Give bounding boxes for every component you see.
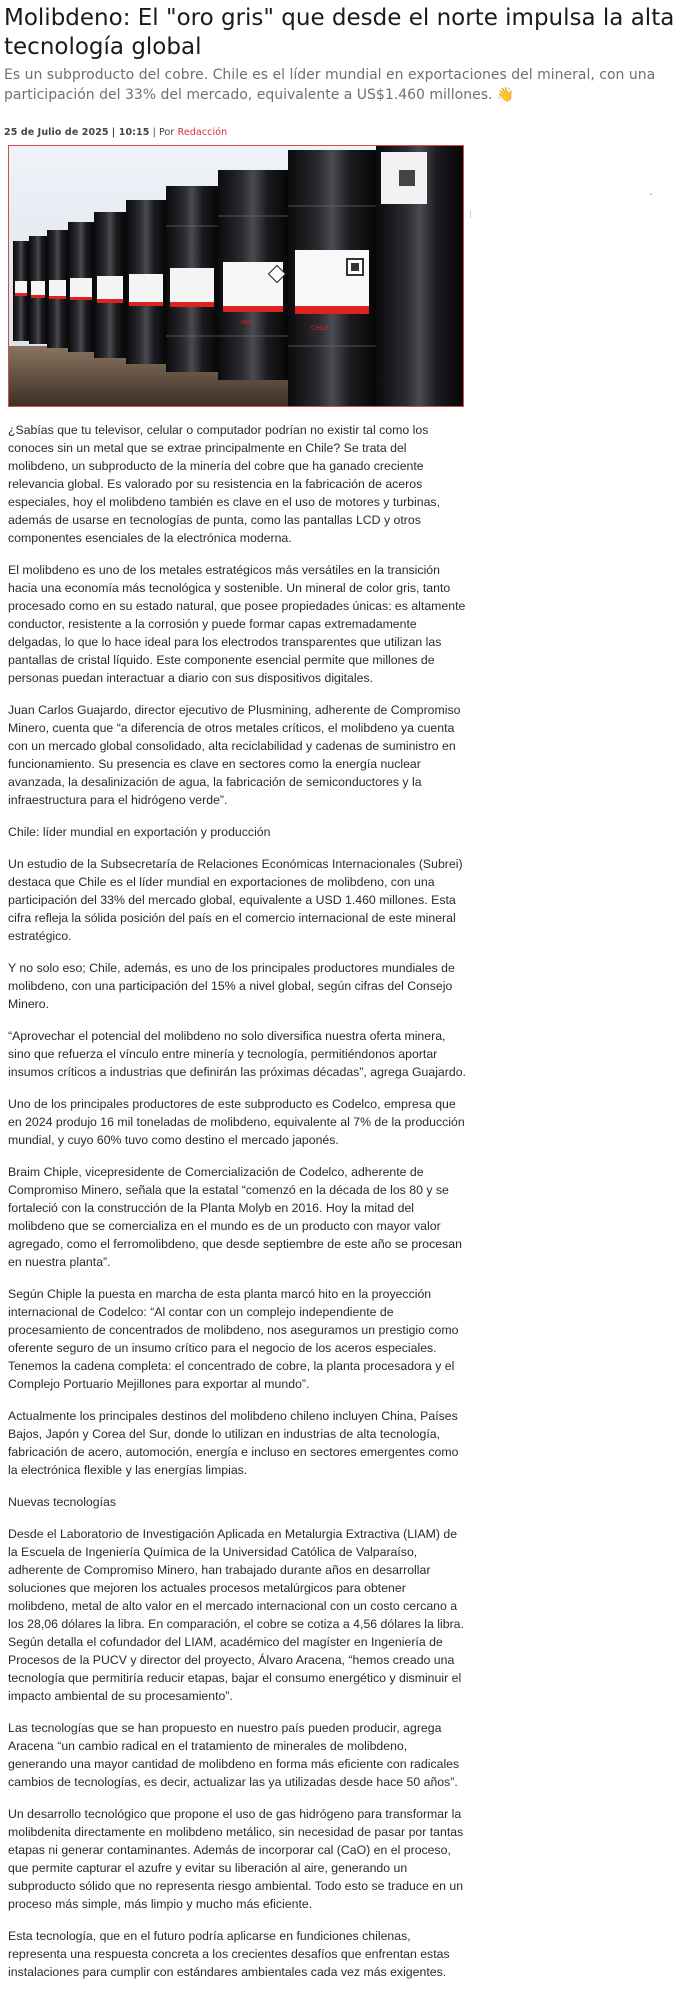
body-paragraph: Las tecnologías que se han propuesto en nuestro país pueden producir, agrega Aracena “un cambio radical en el tratamiento de minerales de molibdeno, generando una mayor cantidad de molibdeno en forma más eficiente con radicales cambios de tecnologías, es decir, actualizar las ya utilizadas desde hace 50 años”. [8, 1721, 460, 1789]
body-paragraph: Y no solo eso; Chile, además, es uno de los principales productores mundiales de molibdeno, con una participación del 15% a nivel global, según cifras del Consejo Minero. [8, 961, 455, 1011]
article-title: Molibdeno: El "oro gris" que desde el norte impulsa la alta tecnología global [4, 5, 675, 60]
body-paragraph: Juan Carlos Guajardo, director ejecutivo de Plusmining, adherente de Compromiso Minero, cuenta que “a diferencia de otros metales críticos, el molibdeno ya cuenta con un mercado global consolidado, alta reciclabilidad y cadenas de suministro en funcionamiento. Su presencia es clave en sectores como la energía nuclear avanzada, la desalinización de agua, la fabricación de semiconductores y la infraestructura para el hidrógeno verde”. [8, 703, 461, 807]
body-paragraph: ¿Sabías que tu televisor, celular o computador podrían no existir tal como los conoces sin un metal que se extrae principalmente en Chile? Se trata del molibdeno, un subproducto de la minería del cobre que ha ganado creciente relevancia global. Es valorado por su resistencia en la fabricación de aceros especiales, hoy el molibdeno también es clave en el uso de motores y turbinas, además de usarse en tecnologías de punta, como las pantallas LCD y otros componentes esenciales de la electrónica moderna. [8, 423, 441, 545]
decorative-mark [470, 210, 471, 218]
body-paragraph: Un estudio de la Subsecretaría de Relaciones Económicas Internacionales (Subrei) destaca que Chile es el líder mundial en exportaciones de molibdeno, con una participación del 33% del mercado global, equivalente a USD 1.460 millones. Esta cifra refleja la sólida posición del país en el comercio internacional de este mineral estratégico. [8, 857, 463, 943]
body-paragraph: Un desarrollo tecnológico que propone el uso de gas hidrógeno para transformar la molibdenita directamente en molibdeno metálico, sin necesidad de pasar por tantas etapas ni generar contaminantes. Además de incorporar cal (CaO) en el proceso, que permite capturar el azufre y evitar su liberación al aire, generando un subproducto sólido que no representa riesgo ambiental. Todo esto se traduce en un proceso más simple, más limpio y mucho más eficiente. [8, 1807, 464, 1911]
body-paragraph: Según Chiple la puesta en marcha de esta planta marcó hito en la proyección internacional de Codelco: “Al contar con un complejo independiente de procesamiento de concentrados de molibdeno, nos aseguramos un prestigio como oferente seguro de un insumo crítico para el negocio de los aceros especiales. Tenemos la cadena completa: el concentrado de cobre, la planta procesadora y el Complejo Portuario Mejillones para exportar al mundo”. [8, 1287, 459, 1391]
article-header [0, 0, 700, 138]
article-date: 25 de Julio de 2025 [4, 127, 109, 138]
decorative-dot [650, 193, 652, 195]
body-paragraph: Actualmente los principales destinos del molibdeno chileno incluyen China, Países Bajos, Japón y Corea del Sur, donde lo utilizan en industrias de alta tecnología, fabricación de acero, automoción, energía e incluso en sectores emergentes como la electrónica flexible y las energías limpias. [8, 1409, 459, 1477]
drum-label-chile: CHILE [311, 325, 329, 332]
body-paragraph: “Aprovechar el potencial del molibdeno no solo diversifica nuestra oferta minera, sino que refuerza el vínculo entre minería y tecnología, permitiéndonos aportar insumos críticos a industrias que definirán las próximas décadas”, agrega Guajardo. [8, 1029, 466, 1079]
body-paragraph: Braim Chiple, vicepresidente de Comercialización de Codelco, adherente de Compromiso Minero, señala que la estatal “comenzó en la década de los 80 y se fortaleció con la construcción de la Planta Molyb en 2016. Hoy la mitad del molibdeno que se comercializa en el mundo es de un producto con mayor valor agregado, como el ferromolibdeno, que desde septiembre de este año se procesan en nuestra planta”. [8, 1165, 462, 1269]
author-link[interactable]: Redacción [177, 127, 228, 138]
molybdenum-drums-illustration [9, 146, 463, 406]
article-subtitle: Es un subproducto del cobre. Chile es el líder mundial en exportaciones del mineral, con una participación del 33% del mercado, equivalente a US$1.460 millones. 👋 [4, 67, 656, 103]
article-body [8, 421, 468, 1995]
hero-image [8, 145, 464, 407]
section-heading: Chile: líder mundial en exportación y producción [8, 825, 271, 839]
by-label: Por [159, 127, 175, 138]
article-time: 10:15 [118, 127, 150, 138]
body-paragraph: Esta tecnología, que en el futuro podría aplicarse en fundiciones chilenas, representa una respuesta concreta a los crecientes desafíos que enfrentan estas instalaciones para cumplir con estándares ambientales cada vez más exigentes. [8, 1929, 450, 1979]
drum-label-pais: PAÍS [241, 320, 252, 326]
body-paragraph: Uno de los principales productores de este subproducto es Codelco, empresa que en 2024 produjo 16 mil toneladas de molibdeno, equivalente al 7% de la producción mundial, y cuyo 60% tuvo como destino el mercado japonés. [8, 1097, 465, 1147]
section-heading: Nuevas tecnologías [8, 1495, 117, 1509]
body-paragraph: Desde el Laboratorio de Investigación Aplicada en Metalurgia Extractiva (LIAM) de la Escuela de Ingeniería Química de la Universidad Católica de Valparaíso, adherente de Compromiso Minero, han trabajado durante años en desarrollar soluciones que mejoren los actuales procesos metalúrgicos para obtener molibdeno, metal de alto valor en el mercado internacional con un costo cercano a los 28,06 dólares la libra. En comparación, el cobre se cotiza a 4,56 dólares la libra. Según detalla el cofundador del LIAM, académico del magíster en Ingeniería de Procesos de la PUCV y director del proyecto, Álvaro Aracena, “hemos creado una tecnología que permitiría reducir etapas, bajar el consumo energético y disminuir el impacto ambiental de su procesamiento”. [8, 1527, 464, 1703]
body-paragraph: El molibdeno es uno de los metales estratégicos más versátiles en la transición hacia una economía más tecnológica y sostenible. Un mineral de color gris, tanto procesado como en su estado natural, que posee propiedades únicas: es altamente conductor, resistente a la corrosión y puede formar capas extremadamente delgadas, lo que lo hace ideal para los electrodos transparentes que utilizan las pantallas de cristal líquido. Este componente esencial permite que millones de personas puedan interactuar a diario con sus dispositivos digitales. [8, 563, 466, 685]
article-meta: 25 de Julio de 2025 | 10:15 | Por Redacción [4, 127, 228, 138]
